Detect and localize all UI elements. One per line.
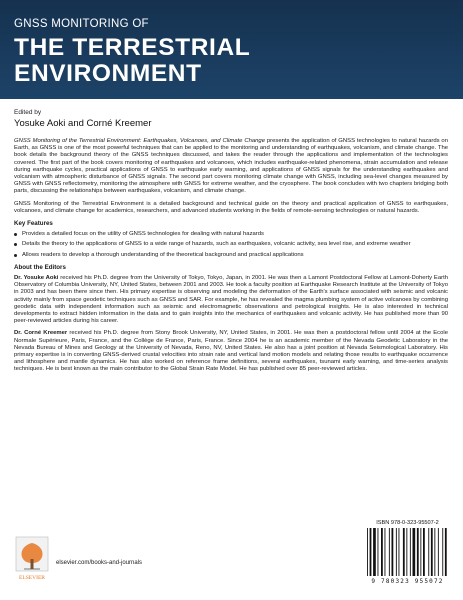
barcode-bar xyxy=(399,528,400,576)
description-lead-title: GNSS Monitoring of the Terrestrial Environment: Earthquakes, Volcanoes, and Climate Change xyxy=(14,138,265,144)
bullet-icon xyxy=(14,243,17,246)
editor-bio-1 xyxy=(14,275,448,325)
editor-bio-text-2: received his Ph.D. degree from Stony Brook University, NY, United States, in 2001. He was then a postdoctoral fellow until 2004 at the Ecole Normale Supérieure, Paris, France, and the Collège de France, Paris, France. Since 2004 he is an academic member of the Nevada Geodetic Laboratory in the Nevada Bureau of Mines and Geology at the University of Nevada, Reno, NV, United States. He also has a joint position at Nevada Seismological Laboratory. His primary expertise is in converting GNSS-derived crustal velocities into strain rate and vertical land motion models and relating those results to earthquake occurrence and lithosphere and mantle dynamics. He has also worked on reference frame definitions, several earthquakes, tsunami early warning, and time-series analysis techniques. He is best known as the main contributor to the Global Strain Rate Model. He has published over 85 peer-reviewed articles. xyxy=(14,330,448,373)
barcode-digits: 9 780323 955072 xyxy=(371,578,444,585)
edited-by-label: Edited by xyxy=(14,109,42,116)
barcode-bar xyxy=(431,528,433,576)
bullet-icon xyxy=(14,254,17,257)
barcode-bar xyxy=(445,528,447,576)
feature-text: Allows readers to develop a thorough understanding of the theoretical background and practical applications xyxy=(22,251,304,258)
editor-bio-text-1: received his Ph.D. degree from the University of Tokyo, Tokyo, Japan, in 2001. He was then a Lamont Postdoctoral Fellow at Lamont-Doherty Earth Observatory of Columbia University, NY, United States, between 2001 and 2003. He took a faculty position at Earthquake Research Institute at the University of Tokyo in 2003 and has been there since then. His primary expertise is observing and modeling the deformation of the Earth's surface associated with seismic and volcanic activity mainly from space geodetic techniques such as GNSS and SAR. For example, he has revealed the magma plumbing system of active volcanoes by combining geodetic data with independent information such as seismic and electromagnetic observations and petrological insights. He is also interested in technical developments to extract hidden information in the data and to gain insights into the mechanics of earthquakes and volcanic activity. He has published more than 90 peer-reviewed articles during his career. xyxy=(14,275,448,325)
elsevier-logo xyxy=(14,535,50,583)
barcode-area xyxy=(364,520,451,590)
barcode-bar xyxy=(406,528,407,576)
barcode-bar xyxy=(367,528,368,576)
isbn-label: ISBN 978-0-323-95507-2 xyxy=(376,520,439,526)
description-paragraph-1 xyxy=(14,138,448,196)
publisher-wordmark: ELSEVIER xyxy=(19,575,45,581)
title-line-3: ENVIRONMENT xyxy=(14,60,202,87)
list-item xyxy=(14,252,448,259)
barcode-bar xyxy=(417,528,419,576)
feature-text: Provides a detailed focus on the utility of GNSS technologies for dealing with natural hazards xyxy=(22,231,264,238)
barcode-bar xyxy=(413,528,416,576)
editors-names: Yosuke Aoki and Corné Kreemer xyxy=(14,118,152,129)
elsevier-tree-icon xyxy=(14,535,50,583)
barcode-bar xyxy=(410,528,411,576)
title-line-2: THE TERRESTRIAL xyxy=(14,34,251,61)
feature-text: Details the theory to the applications of GNSS to a wide range of hazards, such as earthquakes, volcanic activity, sea level rise, and extreme weather xyxy=(22,241,411,248)
barcode-bar xyxy=(385,528,386,576)
bullet-icon xyxy=(14,233,17,236)
barcode-bar xyxy=(428,528,429,576)
editor-name-2: Dr. Corné Kreemer xyxy=(14,330,68,337)
list-item xyxy=(14,231,448,238)
barcode-bar xyxy=(434,528,435,576)
cover-header xyxy=(0,0,463,99)
barcode-bar xyxy=(373,528,376,576)
editor-name-1: Dr. Yosuke Aoki xyxy=(14,275,59,282)
barcode-bar xyxy=(370,528,372,576)
barcode-bar xyxy=(420,528,421,576)
key-features-list xyxy=(14,231,448,259)
barcode-bar xyxy=(381,528,383,576)
barcode-bar xyxy=(392,528,394,576)
book-title xyxy=(14,35,250,87)
barcode-bar xyxy=(442,528,443,576)
barcode-bar xyxy=(403,528,405,576)
barcode-icon xyxy=(366,528,449,576)
barcode-bar xyxy=(378,528,379,576)
description-paragraph-2: GNSS Monitoring of the Terrestrial Environment is a detailed background and technical guide on the theory and practical application of GNSS to earthquakes, volcanoes, and climate change for academics, researchers, and advanced students working in the fields of remote-sensing technologies or natural hazards. xyxy=(14,200,448,214)
title-line-1: GNSS MONITORING OF xyxy=(14,18,149,30)
back-cover-text xyxy=(14,138,448,379)
list-item xyxy=(14,241,448,248)
editor-bio-2 xyxy=(14,330,448,373)
barcode-bar xyxy=(438,528,439,576)
description-text-1: presents the application of GNSS technologies to natural hazards on Earth, as GNSS is one of the most powerful techniques that can be applied to the monitoring and understanding of earthquakes, volcanism, and climate change. The book details the background theory of the GNSS techniques discussed, and takes the reader through the applications and implementation of the technologies covered. The first part of the book covers monitoring of earthquakes and volcanoes, which includes earthquake-related phenomena, strain accumulation and release during earthquake cycles, practical applications of GNSS to earthquake early warning, and applications of GNSS signals for the understanding earthquakes and volcanism with atmospheric disturbance of GNSS signals. The second part covers monitoring climate change with GNSS, including sea-level changes measured by GNSS with GNSS reflectometry, monitoring the atmosphere with GNSS for extreme weather, and the cryosphere. The book concludes with two chapters bridging both parts, discussing the relationships between earthquakes, volcanism, and climate change. xyxy=(14,138,448,195)
publisher-url[interactable]: elsevier.com/books-and-journals xyxy=(56,560,143,566)
about-editors-heading: About the Editors xyxy=(14,263,66,271)
barcode-bar xyxy=(389,528,390,576)
barcode-bar xyxy=(423,528,425,576)
key-features-heading: Key Features xyxy=(14,220,53,228)
barcode-bar xyxy=(396,528,397,576)
